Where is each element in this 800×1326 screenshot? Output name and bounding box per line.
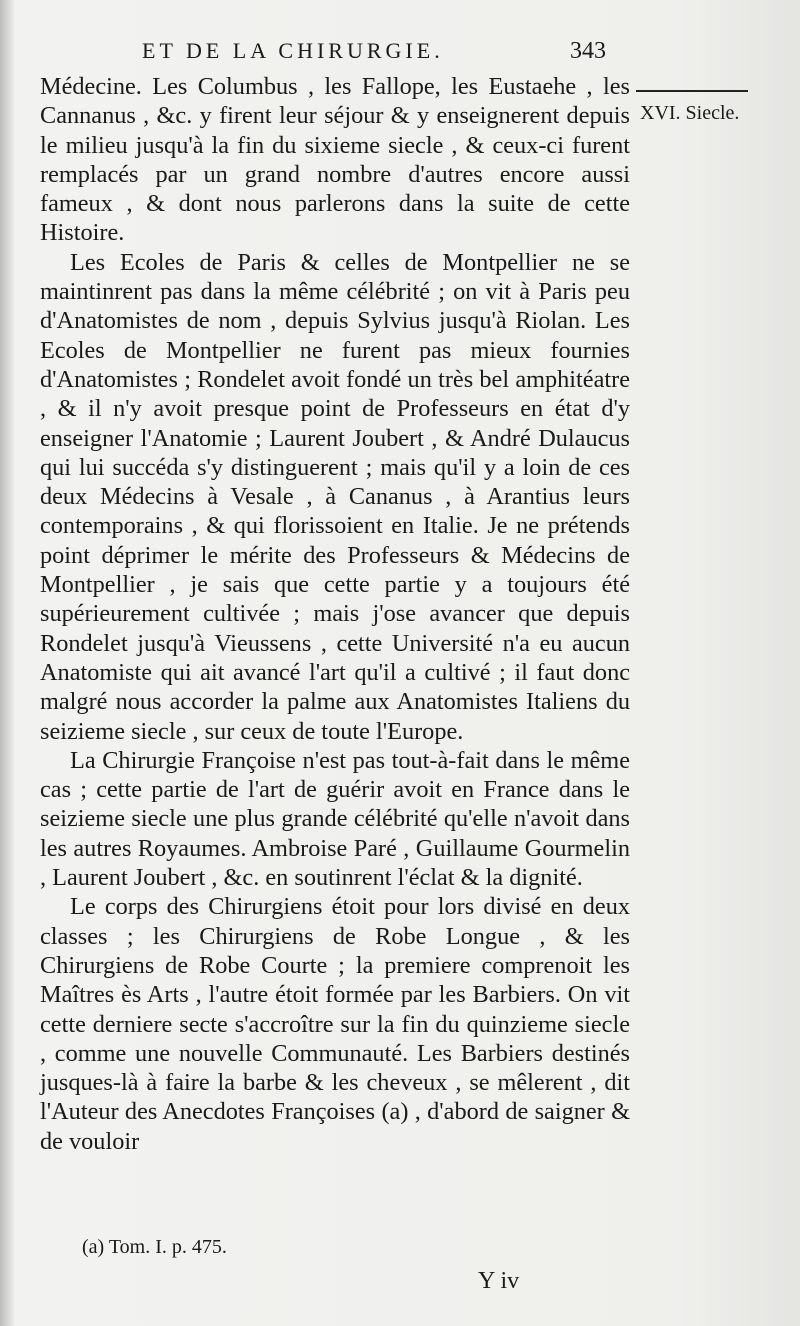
margin-rule — [636, 90, 748, 92]
paragraph: Médecine. Les Columbus , les Fallope, les Eustaehe , les Cannanus , &c. y firent leur séjour & y enseignerent depuis le milieu jusqu'à la fin du sixieme siecle , & ceux-ci furent remplacés par un grand nombre d'autres encore aussi fameux , & dont nous parlerons dans la suite de cette Histoire. — [40, 73, 630, 247]
footnote: (a) Tom. I. p. 475. — [82, 1236, 227, 1258]
body-text — [40, 72, 630, 1156]
signature-mark: Y iv — [478, 1268, 520, 1294]
paragraph: Le corps des Chirurgiens étoit pour lors divisé en deux classes ; les Chirurgiens de Robe Longue , & les Chirurgiens de Robe Courte ; la premiere comprenoit les Maîtres ès Arts , l'autre étoit formée par les Barbiers. On vit cette derniere secte s'accroître sur la fin du quinzieme siecle , comme une nouvelle Communauté. Les Barbiers destinés jusques-là à faire la barbe & les cheveux , se mêlerent , dit l'Auteur des Anecdotes Françoises (a) , d'abord de saigner & de vouloir — [40, 893, 630, 1155]
page-number: 343 — [570, 38, 606, 64]
paragraph: La Chirurgie Françoise n'est pas tout-à-fait dans le même cas ; cette partie de l'art de guérir avoit en France dans le seizieme siecle une plus grande célébrité qu'elle n'avoit dans les autres Royaumes. Ambroise Paré , Guillaume Gourmelin , Laurent Joubert , &c. en soutinrent l'éclat & la dignité. — [40, 746, 630, 892]
running-title: ET DE LA CHIRURGIE. — [142, 38, 444, 63]
page-gutter-shadow — [0, 0, 14, 1326]
paragraph: Les Ecoles de Paris & celles de Montpellier ne se maintinrent pas dans la même célébrité ; on vit à Paris peu d'Anatomistes de nom , depuis Sylvius jusqu'à Riolan. Les Ecoles de Montpellier ne furent pas mieux fournies d'Anatomistes ; Rondelet avoit fondé un très bel amphitéatre , & il n'y avoit presque point de Professeurs en état d'y enseigner l'Anatomie ; Laurent Joubert , & André Dulaucus qui lui succéda s'y distinguerent ; mais qu'il y a loin de ces deux Médecins à Vesale , à Cananus , à Arantius leurs contemporains , & qui florissoient en Italie. Je ne prétends point déprimer le mérite des Professeurs & Médecins de Montpellier , je sais que cette partie y a toujours été supérieurement cultivée ; mais j'ose avancer que depuis Rondelet jusqu'à Vieussens , cette Université n'a eu aucun Anatomiste qui ait avancé l'art qu'il a cultivé ; il faut donc malgré nous accorder la palme aux Anatomistes Italiens du seizieme siecle , sur ceux de toute l'Europe. — [40, 248, 630, 745]
margin-note: XVI. Siecle. — [640, 102, 740, 124]
